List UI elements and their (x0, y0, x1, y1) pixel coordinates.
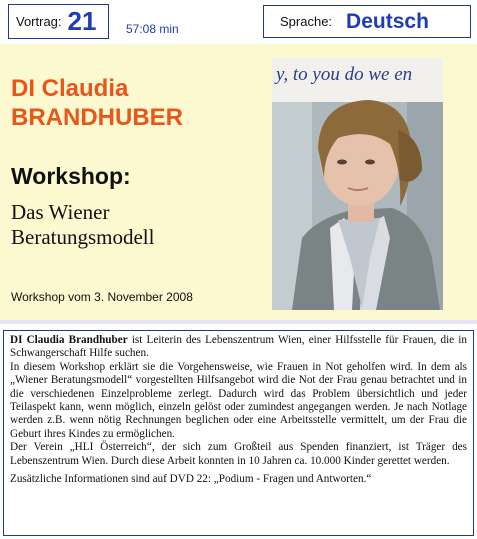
description-lead-name: DI Claudia Brandhuber (10, 334, 128, 346)
speaker-name (11, 74, 261, 132)
talk-title-line2: Beratungsmodell (11, 225, 155, 249)
event-type: Workshop: (11, 163, 131, 189)
duration: 57:08 min (126, 22, 179, 36)
photo-banner-text: y, to you do we en (276, 64, 413, 85)
language-label: Sprache: (280, 14, 333, 29)
talk-label: Vortrag: (16, 14, 62, 29)
separator (0, 320, 477, 324)
talk-number-box (8, 4, 109, 39)
language-box (263, 5, 471, 38)
talk-title-line1: Das Wiener (11, 200, 110, 224)
description-p1-text: ist Leiterin des Lebenszentrum Wien, einer Hilfsstelle für Frauen, die in Schwangerschaft Hilfe suchen. (10, 334, 467, 360)
workshop-date: Workshop vom 3. November 2008 (11, 290, 193, 304)
speaker-name-line2: BRANDHUBER (11, 104, 183, 131)
talk-description (3, 330, 474, 536)
description-paragraph-1 (10, 334, 467, 361)
top-bar (0, 0, 477, 42)
description-paragraph-4: Zusätzliche Informationen sind auf DVD 22: „Podium - Fragen und Antworten.“ (10, 473, 372, 486)
language-value: Deutsch (346, 9, 429, 33)
description-paragraph-3: Der Verein „HLI Österreich“, der sich zum Großteil aus Spenden finanziert, ist Träger des Lebenszentrum Wien. Durch diese Arbeit konnten in 10 Jahren ca. 10.000 Kinder gerettet werden. (10, 441, 467, 467)
speaker-name-line1: DI Claudia (11, 75, 129, 102)
talk-number: 21 (67, 6, 97, 36)
speaker-photo (272, 58, 443, 310)
talk-header (0, 44, 477, 320)
description-paragraph-2: In diesem Workshop erklärt sie die Vorgehensweise, wie Frauen in Not geholfen wird. In dem als „Wiener Beratungsmodell“ vorgestellten Hilfsangebot wird die Not der Frau genau betrachtet und in die verschiedenen Einzelprobleme zerlegt. Dadurch wird das Problem übersichtlich und jeder Teilaspekt kann, wenn möglich, einzeln gelöst oder zumindest angegangen werden. Je nach Notlage werden z.B. wenn nötig Rechnungen beglichen oder eine Arbeitsstelle vermittelt, um der Frau die Geburt ihres Kindes zu ermöglichen. (10, 360, 467, 440)
talk-title (11, 200, 261, 250)
